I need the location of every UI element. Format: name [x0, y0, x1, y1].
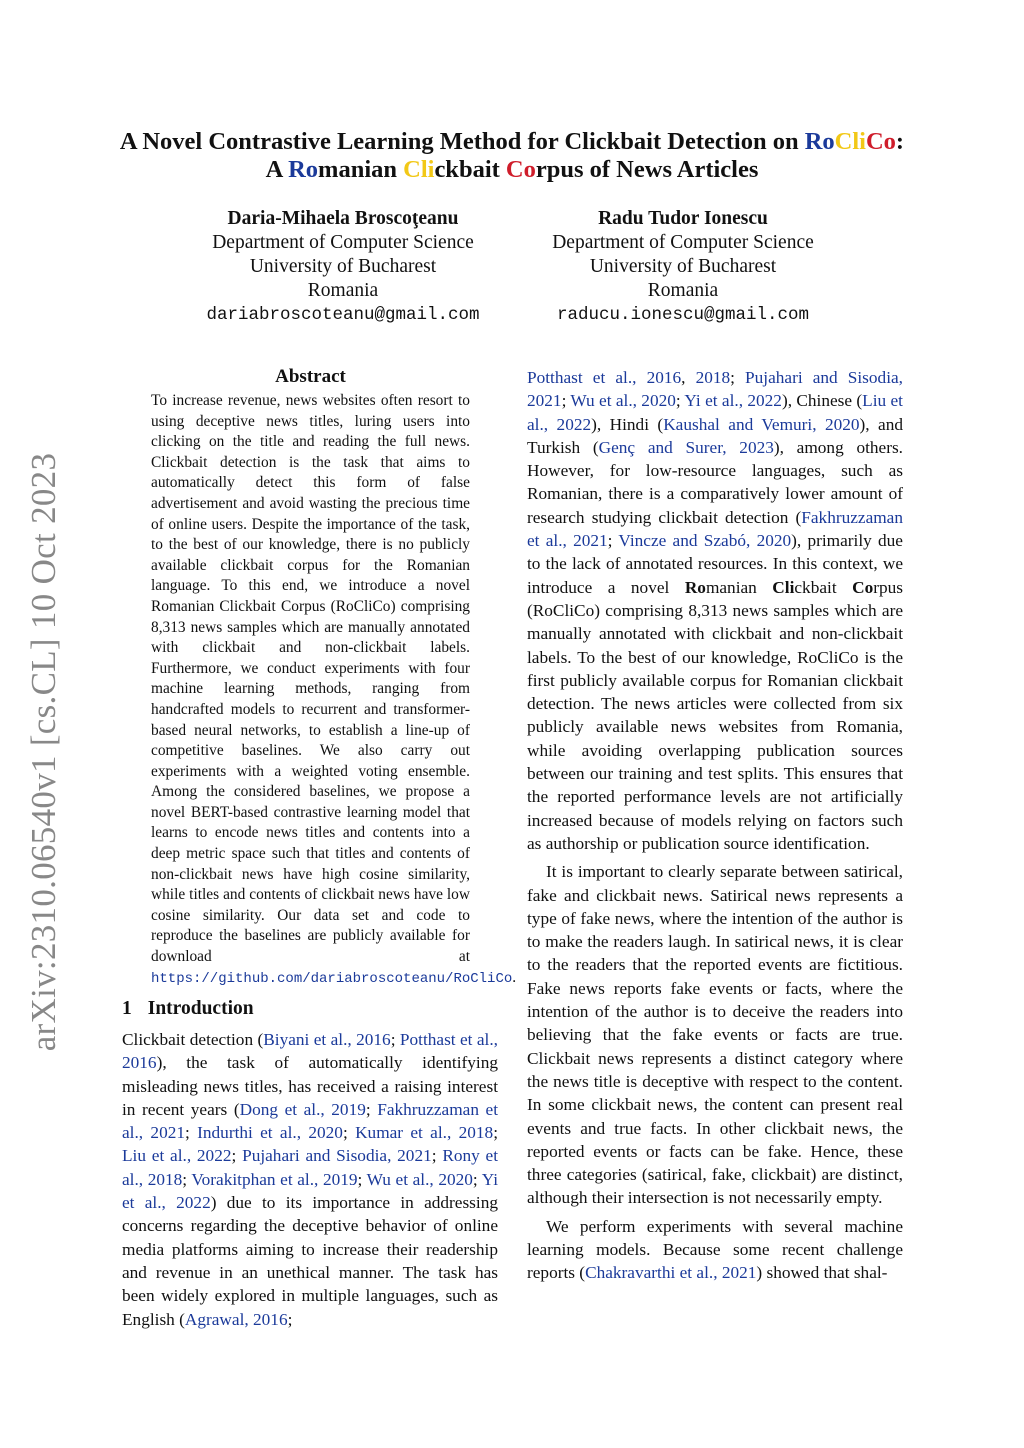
text-segment: ;	[182, 1169, 192, 1189]
author-dept: Department of Computer Science	[552, 232, 814, 253]
text-segment: ;	[493, 1123, 498, 1143]
section-heading-introduction	[122, 998, 254, 1020]
citation-link[interactable]: Agrawal, 2016	[184, 1309, 288, 1329]
citation-link[interactable]: Fakhruzzaman et al., 2021	[122, 1099, 498, 1143]
citation-link[interactable]: Rony et al., 2018	[122, 1146, 499, 1189]
abstract-body	[151, 391, 517, 989]
text-segment: ,	[681, 368, 696, 387]
text-segment: ;	[431, 1146, 443, 1166]
text-segment: ;	[561, 391, 571, 411]
paragraph	[527, 366, 903, 855]
citation-link[interactable]: Wu et al., 2020	[570, 391, 676, 411]
author-country: Romania	[307, 280, 379, 301]
text-segment: ;	[365, 1099, 378, 1119]
text-segment: ) showed that shal-	[756, 1263, 888, 1283]
paragraph	[527, 1215, 903, 1285]
author-block-2	[513, 207, 853, 327]
title-co: Co	[865, 128, 896, 155]
text-segment: ;	[390, 1030, 400, 1049]
text-segment: ;	[185, 1123, 198, 1143]
left-column-text	[122, 1028, 498, 1336]
author-name: Daria-Mihaela Broscoţeanu	[227, 208, 459, 229]
author-name: Radu Tudor Ionescu	[598, 208, 768, 229]
text-segment: ), the task of automatically identifying misleading news titles, has received a raising interest in recent years (	[122, 1053, 498, 1119]
citation-link[interactable]: Indurthi et al., 2020	[197, 1123, 343, 1143]
bold-text: Cli	[772, 577, 795, 597]
abstract-heading: Abstract	[275, 366, 346, 387]
bold-text: Co	[852, 577, 874, 597]
title-part: Cli	[403, 156, 435, 183]
citation-link[interactable]: Vorakitphan et al., 2019	[191, 1169, 358, 1189]
arxiv-identifier: arXiv:2310.06540v1 [cs.CL] 10 Oct 2023	[24, 452, 63, 1052]
citation-link[interactable]: Liu et al., 2022	[527, 391, 903, 434]
bold-text: Ro	[684, 577, 706, 597]
text-segment: We perform experiments with several machine learning models. Because some recent challenge reports (	[527, 1216, 903, 1283]
text-segment: manian	[705, 577, 773, 597]
text-segment: ;	[287, 1309, 293, 1329]
citation-link[interactable]: Kumar et al., 2018	[355, 1123, 494, 1143]
text-segment: ;	[730, 368, 746, 387]
text-segment: ), and Turkish (	[527, 414, 904, 457]
author-block-1	[173, 207, 513, 327]
citation-link[interactable]: Potthast et al., 2016	[527, 368, 682, 387]
citation-link[interactable]: Potthast et al., 2016	[122, 1030, 498, 1073]
text-segment: ;	[472, 1169, 482, 1189]
text-segment: Clickbait detection (	[122, 1030, 264, 1049]
author-email[interactable]: raducu.ionescu@gmail.com	[556, 305, 810, 325]
title-part: rpus of News Articles	[535, 156, 759, 183]
text-segment: ), Hindi (	[591, 414, 664, 434]
citation-link[interactable]: Wu et al., 2020	[366, 1169, 473, 1189]
right-column-text	[527, 366, 903, 1290]
text-segment: ;	[231, 1146, 243, 1166]
citation-link[interactable]: Biyani et al., 2016	[263, 1030, 391, 1049]
section-number: 1	[122, 998, 132, 1019]
text-segment: It is important to clearly separate between satirical, fake and clickbait news. Satirical news represents a type of fake news, where the intention of the author is to make the readers laugh. In satirical news, it is clear to the readers that the reported events are fictitious. Fake news reports fake events or facts, where the intention of the author is to deceive the readers into believing that the fake events or facts are true. Clickbait news represents a distinct category where the news title is deceptive with respect to the content. In some clickbait news, the content can present real events and true facts. In other clickbait news, the reported events or facts can be fake. Hence, these three categories (satirical, fake, clickbait) are distinct, although their intersection is not necessarily empty.	[527, 862, 903, 1208]
code-link[interactable]: https://github.com/dariabroscoteanu/RoCliCo	[151, 970, 513, 987]
title-colon: :	[895, 128, 905, 155]
abstract-end: .	[512, 968, 517, 986]
citation-link[interactable]: Chakravarthi et al., 2021	[585, 1263, 757, 1283]
author-univ: University of Bucharest	[249, 256, 437, 277]
citation-link[interactable]: Pujahari and Sisodia, 2021	[242, 1146, 432, 1166]
citation-link[interactable]: Fakhruzzaman et al., 2021	[527, 507, 903, 551]
title-part: Ro	[288, 156, 319, 183]
author-email[interactable]: dariabroscoteanu@gmail.com	[206, 305, 480, 325]
citation-link[interactable]: 2018	[695, 368, 731, 387]
citation-link[interactable]: Vincze and Szabó, 2020	[618, 531, 792, 551]
paragraph	[122, 1028, 498, 1331]
text-segment: ckbait	[794, 577, 853, 597]
text-segment: ;	[675, 391, 685, 411]
citation-link[interactable]: Pujahari and Sisodia, 2021	[527, 368, 903, 411]
citation-link[interactable]: Liu et al., 2022	[122, 1146, 232, 1166]
title-ro: Ro	[804, 128, 835, 155]
title-line-1: A Novel Contrastive Learning Method for Clickbait Detection on	[119, 128, 805, 155]
paragraph	[527, 860, 903, 1209]
citation-link[interactable]: Yi et al., 2022	[684, 391, 782, 411]
section-title: Introduction	[147, 998, 254, 1019]
text-segment: ;	[357, 1169, 367, 1189]
text-segment: ) due to its importance in addressing concerns regarding the deceptive behavior of online media platforms aiming to increase their readership and revenue in an unethical manner. The task has been widely explored in multiple languages, such as English (	[122, 1193, 498, 1329]
text-segment: ), primarily due to the lack of annotated resources. In this context, we introduce a novel	[527, 531, 903, 597]
title-part: manian	[318, 156, 404, 183]
author-dept: Department of Computer Science	[212, 232, 474, 253]
text-segment: ), Chinese (	[781, 391, 863, 411]
title-part: ckbait	[434, 156, 506, 183]
text-segment: ;	[342, 1123, 356, 1143]
text-segment: ), among others. However, for low-resource languages, such as Romanian, there is a comparatively lower amount of research studying clickbait detection (	[527, 437, 903, 527]
text-segment: ;	[607, 531, 619, 551]
citation-link[interactable]: Kaushal and Vemuri, 2020	[663, 414, 860, 434]
text-segment: rpus (RoCliCo) comprising 8,313 news samples which are manually annotated with clickbait and non-clickbait labels. To the best of our knowledge, RoCliCo is the first publicly available corpus for Romanian clickbait detection. The news articles were collected from six publicly available news websites from Romania, while avoiding overlapping publication sources between our training and test splits. This ensures that the reported performance levels are not artificially increased because of models relying on factors such as authorship or publication source identification.	[527, 577, 903, 853]
title-part: Co	[505, 156, 536, 183]
paper-title	[0, 128, 1024, 184]
author-univ: University of Bucharest	[589, 256, 777, 277]
abstract-text: To increase revenue, news websites often resort to using deceptive news titles, luring users into clicking on the title and reading the full news. Clickbait detection is the task that aims to automatically detect this form of false advertisement and avoid wasting the precious time of online users. Despite the importance of the task, to the best of our knowledge, there is no publicly available clickbait corpus for the Romanian language. To this end, we introduce a novel Romanian Clickbait Corpus (RoCliCo) comprising 8,313 news samples which are manually annotated with clickbait and non-clickbait labels. Furthermore, we conduct experiments with four machine learning methods, ranging from handcrafted models to recurrent and transformer-based neural networks, to establish a line-up of competitive baselines. We also carry out experiments with a weighted voting ensemble. Among the considered baselines, we propose a novel BERT-based contrastive learning model that learns to encode news titles and contents into a deep metric space such that titles and contents of non-clickbait news have high cosine similarity, while titles and contents of clickbait news have low cosine similarity. Our data set and code to reproduce the baselines are publicly available for download at	[151, 392, 470, 966]
title-cli: Cli	[834, 128, 866, 155]
citation-link[interactable]: Yi et al., 2022	[122, 1169, 499, 1213]
citation-link[interactable]: Genç and Surer, 2023	[598, 437, 774, 457]
citation-link[interactable]: Dong et al., 2019	[239, 1099, 366, 1119]
title-part: A	[265, 156, 289, 183]
author-country: Romania	[647, 280, 719, 301]
